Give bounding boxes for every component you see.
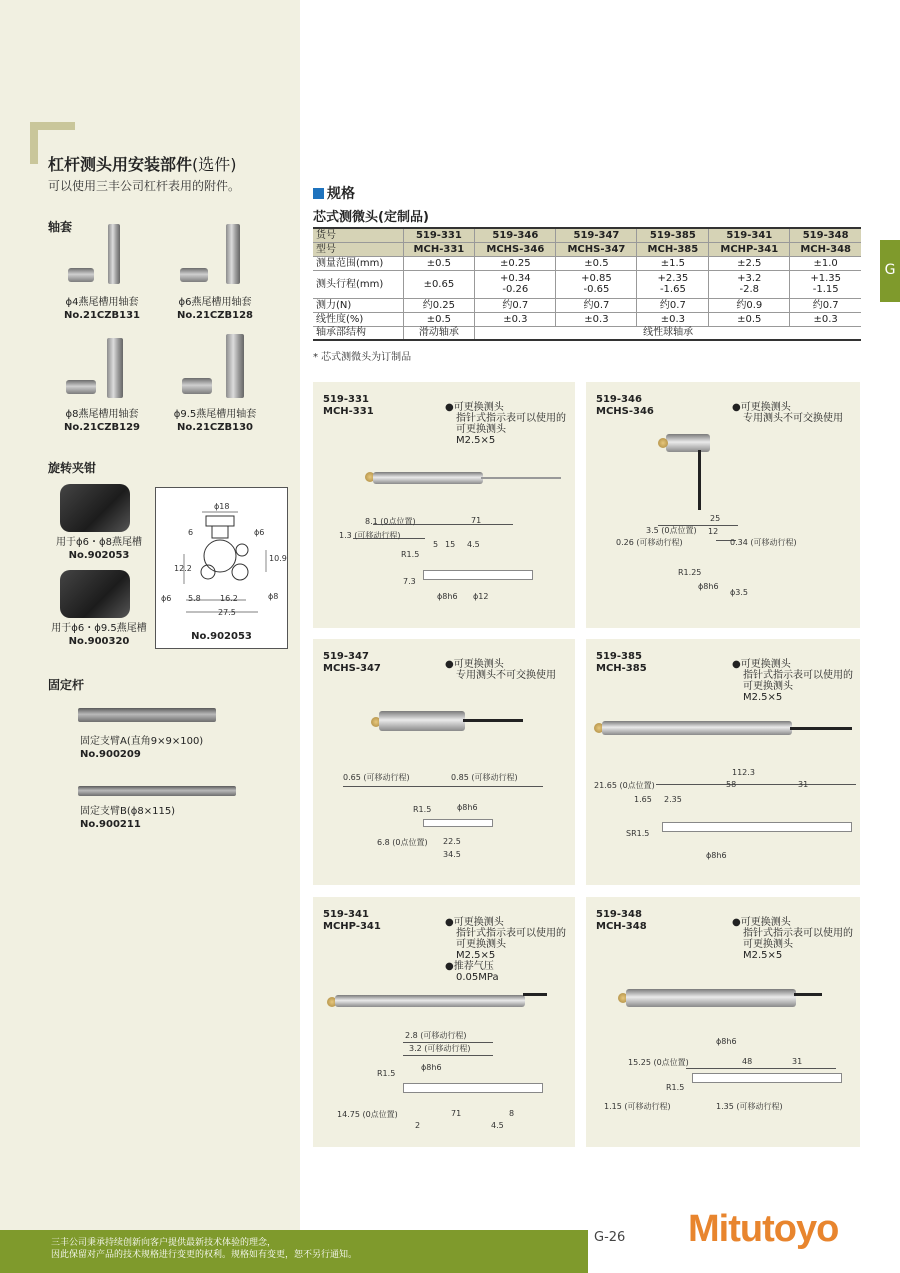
spec-subheading: 芯式测微头(定制品) (313, 210, 429, 225)
product-panel-519-346: 519-346 MCHS-346 ●可更换测头 专用测头不可交换使用 25 3.5 (0点位置) 12 0.26 (可移动行程) 0.34 (可移动行程) R1.25 ϕ8h6 ϕ3.5 (586, 382, 860, 628)
product-panel-519-348: 519-348 MCH-348 ●可更换测头 指针式指示表可以使用的 可更换测头 M2.5×5 ϕ8h6 15.25 (0点位置) 48 31 R1.5 1.15 (可移动行程) 1.35 (可移动行程) (586, 897, 860, 1147)
product-panel-519-385: 519-385 MCH-385 ●可更换测头 指针式指示表可以使用的 可更换测头 M2.5×5 112.3 21.65 (0点位置) 58 31 1.65 2.35 SR1.5 ϕ8h6 (586, 639, 860, 885)
clamp-image-1 (60, 484, 130, 532)
product-panel-519-331: 519-331 MCH-331 ●可更换测头 指针式指示表可以使用的 可更换测头 M2.5×5 8.1 (0点位置) 71 1.3 (可移动行程) 5 15 4.5 R1.5 7.3 ϕ8h6 ϕ12 (313, 382, 575, 628)
dim-label: 25 (710, 514, 721, 523)
table-row: 测头行程(mm) ±0.65 +0.34 -0.26 +0.85 -0.65 +2.35 -1.65 +3.2 -2.8 +1.35 -1.15 (313, 270, 861, 298)
product-panel-519-347: 519-347 MCHS-347 ●可更换测头 专用测头不可交换使用 0.65 (可移动行程) 0.85 (可移动行程) R1.5 ϕ8h6 6.8 (0点位置) 22.5 34.5 (313, 639, 575, 885)
page-number: G-26 (594, 1230, 626, 1245)
dim-label: 14.75 (0点位置) (337, 1110, 398, 1119)
panel-notes: ●可更换测头 指针式指示表可以使用的 可更换测头 M2.5×5 (732, 917, 853, 961)
dim-label: ϕ8h6 (457, 803, 478, 812)
dim-label: 71 (451, 1109, 462, 1118)
dim-label: ϕ8h6 (698, 582, 719, 591)
dim-label: 58 (726, 780, 737, 789)
section-tab[interactable]: G (880, 240, 900, 302)
dim-label: 12.2 (174, 564, 192, 573)
product-panel-519-341: 519-341 MCHP-341 ●可更换测头 指针式指示表可以使用的 可更换测头 M2.5×5 ●推荐气压 0.05MPa 2.8 (可移动行程) 3.2 (可移动行程) R1.5 ϕ8h6 14.75 (0点位置) 71 8 2 4.5 (313, 897, 575, 1147)
dim-label: 1.15 (可移动行程) (604, 1102, 671, 1111)
dim-label: ϕ8h6 (706, 851, 727, 860)
dim-label: 8.1 (0点位置) (365, 517, 416, 526)
probe-cable (790, 727, 852, 730)
dim-label: R1.5 (401, 550, 420, 559)
dim-label: 15.25 (0点位置) (628, 1058, 689, 1067)
dim-label: R1.5 (377, 1069, 396, 1078)
dim-label: 5 (433, 540, 439, 549)
clamp-drawing-no: No.902053 (191, 631, 252, 642)
probe-body (666, 434, 710, 452)
mitutoyo-logo: Mitutoyo (688, 1208, 839, 1250)
dim-label: 6.8 (0点位置) (377, 838, 428, 847)
dim-label: 4.5 (491, 1121, 504, 1130)
dim-label: 31 (792, 1057, 803, 1066)
probe-body (373, 472, 483, 484)
panel-notes: ●可更换测头 专用测头不可交换使用 (445, 659, 556, 681)
rods-heading: 固定杆 (48, 678, 85, 692)
dim-label: R1.5 (666, 1083, 685, 1092)
clamp-item-1: 用于ϕ6・ϕ8燕尾槽 No.902053 (56, 537, 142, 561)
footer-disclaimer: 三丰公司秉承持续创新向客户提供最新技术体验的理念， 因此保留对产品的技术规格进行变更的权利。规格如有变更，恕不另行通知。 (0, 1230, 588, 1273)
rod-item-1: 固定支臂A(直角9×9×100) No.900209 (80, 736, 204, 760)
probe-cable (698, 450, 701, 510)
dim-label: 16.2 (220, 594, 238, 603)
dim-label: 112.3 (732, 768, 755, 777)
dim-label: ϕ6 (254, 528, 265, 537)
probe-cable (523, 993, 547, 996)
probe-cable (481, 477, 561, 479)
table-row: 测力(N) 约0.25 约0.7 约0.7 约0.7 约0.9 约0.7 (313, 298, 861, 312)
clamps-heading: 旋转夹钳 (48, 461, 97, 475)
dim-label: ϕ12 (473, 592, 489, 601)
dim-label: 0.85 (可移动行程) (451, 773, 518, 782)
dim-label: ϕ8h6 (716, 1037, 737, 1046)
dim-label: ϕ3.5 (730, 588, 748, 597)
dim-label: 15 (445, 540, 456, 549)
dim-label: 8 (509, 1109, 515, 1118)
square-bullet-icon (313, 188, 324, 199)
sleeves-heading: 轴套 (48, 220, 73, 234)
sleeve-item-1: ϕ4燕尾槽用轴套 No.21CZB131 (63, 297, 141, 321)
dim-label: ϕ18 (214, 502, 230, 511)
dim-label: 0.65 (可移动行程) (343, 773, 410, 782)
dim-label: 1.3 (可移动行程) (339, 531, 401, 540)
dim-label: 10.9 (269, 554, 287, 563)
dim-label: 2 (415, 1121, 421, 1130)
dim-label: ϕ6 (161, 594, 172, 603)
dim-label: 0.34 (可移动行程) (730, 538, 797, 547)
table-row: 测量范围(mm) ±0.5 ±0.25 ±0.5 ±1.5 ±2.5 ±1.0 (313, 256, 861, 270)
dim-label: R1.25 (678, 568, 702, 577)
page-subtitle: 可以使用三丰公司杠杆表用的附件。 (48, 179, 241, 193)
dim-label: SR1.5 (626, 829, 650, 838)
dim-label: 3.5 (0点位置) (646, 526, 697, 535)
dim-label: 34.5 (443, 850, 461, 859)
rod-item-2: 固定支臂B(ϕ8×115) No.900211 (80, 806, 176, 830)
dim-label: 1.35 (可移动行程) (716, 1102, 783, 1111)
probe-body (335, 995, 525, 1007)
table-row: 货号 519-331 519-346 519-347 519-385 519-341 519-348 (313, 228, 861, 242)
table-row: 型号 MCH-331 MCHS-346 MCHS-347 MCH-385 MCHP-341 MCH-348 (313, 242, 861, 256)
dim-label: 12 (708, 527, 719, 536)
probe-tip (658, 438, 668, 448)
probe-body (379, 711, 465, 731)
spec-note: * 芯式测微头为订制品 (313, 352, 412, 363)
dim-label: 2.8 (可移动行程) (405, 1031, 467, 1040)
dim-label: R1.5 (413, 805, 432, 814)
probe-cable (463, 719, 523, 722)
rod-image-1 (78, 708, 216, 722)
dim-label: ϕ8h6 (421, 1063, 442, 1072)
panel-notes: ●可更换测头 指针式指示表可以使用的 可更换测头 M2.5×5 (445, 402, 566, 446)
dim-label: 0.26 (可移动行程) (616, 538, 683, 547)
dim-label: 71 (471, 516, 482, 525)
sleeve-item-4: ϕ9.5燕尾槽用轴套 No.21CZB130 (173, 409, 257, 433)
dim-label: 4.5 (467, 540, 480, 549)
clamp-drawing (155, 487, 288, 649)
panel-notes: ●可更换测头 指针式指示表可以使用的 可更换测头 M2.5×5 ●推荐气压 0.05MPa (445, 917, 566, 983)
dim-label: 27.5 (218, 608, 236, 617)
clamp-item-2: 用于ϕ6・ϕ9.5燕尾槽 No.900320 (51, 623, 147, 647)
dim-label: ϕ8 (268, 592, 279, 601)
dim-label: 1.65 (634, 795, 652, 804)
spec-table (313, 227, 861, 341)
panel-notes: ●可更换测头 专用测头不可交换使用 (732, 402, 843, 424)
dim-label: 7.3 (403, 577, 416, 586)
spec-heading: 规格 (313, 183, 355, 203)
dim-label: 5.8 (188, 594, 201, 603)
dim-label: 22.5 (443, 837, 461, 846)
page-title: 杠杆测头用安装部件(选件) (48, 155, 237, 174)
panel-notes: ●可更换测头 指针式指示表可以使用的 可更换测头 M2.5×5 (732, 659, 853, 703)
sleeve-item-3: ϕ8燕尾槽用轴套 No.21CZB129 (63, 409, 141, 433)
probe-cable (794, 993, 822, 996)
probe-body (626, 989, 796, 1007)
dim-label: 3.2 (可移动行程) (409, 1044, 471, 1053)
sleeve-item-2: ϕ6燕尾槽用轴套 No.21CZB128 (176, 297, 254, 321)
rod-image-2 (78, 786, 236, 796)
dim-label: 6 (188, 528, 194, 537)
dim-label: 31 (798, 780, 809, 789)
dim-label: ϕ8h6 (437, 592, 458, 601)
probe-body (602, 721, 792, 735)
table-row: 线性度(%) ±0.5 ±0.3 ±0.3 ±0.3 ±0.5 ±0.3 (313, 312, 861, 326)
clamp-image-2 (60, 570, 130, 618)
dim-label: 21.65 (0点位置) (594, 781, 655, 790)
dim-label: 2.35 (664, 795, 682, 804)
table-row: 轴承部结构 滑动轴承 线性球轴承 (313, 326, 861, 340)
dim-label: 48 (742, 1057, 753, 1066)
